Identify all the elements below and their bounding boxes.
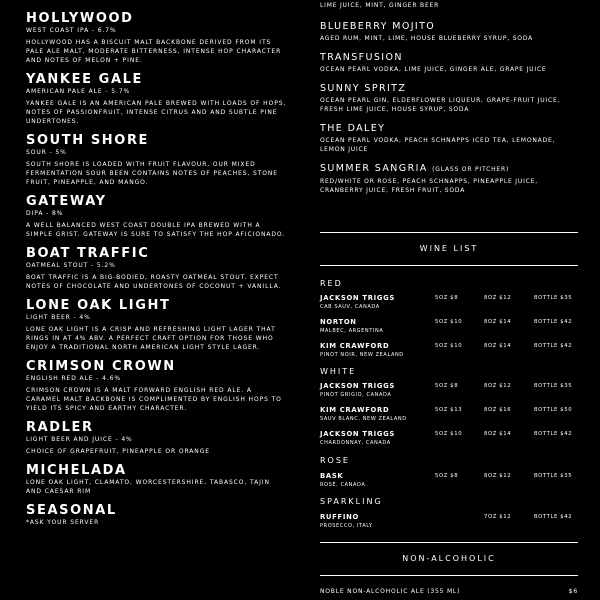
wine-region: ROSÉ, CANADA — [320, 482, 366, 488]
wine-name: JACKSON TRIGGS — [320, 382, 396, 390]
cocktail-description: AGED RUM, MINT, LIME, HOUSE BLUEBERRY SYRUP, SODA — [320, 35, 534, 42]
wine-region: SAUV BLANC, NEW ZEALAND — [320, 416, 407, 422]
wine-category-title: ROSE — [320, 456, 350, 465]
wine-name: KIM CRAWFORD — [320, 406, 390, 414]
beer-item — [26, 72, 288, 126]
beer-description: CRIMSON CROWN IS A MALT FORWARD ENGLISH RED ALE. A CARAMEL MALT BACKBONE IS COMPLIMENTED BY ENGLISH HOPS TO YIELD ITS SPICY AND EARTHY CHARACTER. — [26, 387, 282, 412]
divider — [320, 542, 578, 543]
price-5oz: 5OZ $10 — [435, 343, 463, 349]
wine-row — [320, 513, 578, 535]
wine-name: KIM CRAWFORD — [320, 342, 390, 350]
cocktail-description: LIME JUICE, MINT, GINGER BEER — [320, 2, 440, 9]
beer-style: WEST COAST IPA - 6.7% — [26, 27, 117, 34]
cocktail-name-text: SUMMER SANGRIA — [320, 163, 428, 174]
price-5oz: 5OZ $13 — [435, 407, 463, 413]
wine-region: CAB SAUV, CANADA — [320, 304, 380, 310]
price-8oz: 8OZ $14 — [484, 319, 512, 325]
wine-category-title: RED — [320, 279, 343, 288]
wine-row — [320, 382, 578, 404]
price-5oz: 5OZ $8 — [435, 383, 459, 389]
cocktail-name: THE DALEY — [320, 123, 386, 134]
beer-item — [26, 133, 288, 187]
cocktail-item — [320, 0, 578, 10]
wine-category-title: SPARKLING — [320, 497, 383, 506]
non-alcoholic-title: NON-ALCOHOLIC — [402, 554, 496, 563]
wine-name: BASK — [320, 472, 344, 480]
wine-name: NORTON — [320, 318, 357, 326]
beer-name: RADLER — [26, 420, 94, 435]
price-bottle: BOTTLE $50 — [534, 407, 573, 413]
beer-description: HOLLYWOOD HAS A BISCUIT MALT BACKBONE DERIVED FROM ITS PALE ALE MALT, MODERATE BITTERNESS, INTENSE HOP CHARACTER AND NOTES OF MELON + PINE. — [26, 39, 282, 64]
beer-style: OATMEAL STOUT - 5.2% — [26, 262, 116, 269]
beer-style: *ASK YOUR SERVER — [26, 519, 100, 526]
cocktail-item — [320, 162, 578, 195]
beer-item — [26, 246, 288, 291]
price-bottle: BOTTLE $42 — [534, 431, 573, 437]
price-8oz: 8OZ $12 — [484, 473, 512, 479]
price-bottle: BOTTLE $35 — [534, 383, 573, 389]
non-alcoholic-header — [320, 542, 578, 576]
beer-item — [26, 359, 288, 413]
wine-region: MALBEC, ARGENTINA — [320, 328, 384, 334]
price-8oz: 8OZ $16 — [484, 407, 512, 413]
divider — [320, 575, 578, 576]
wine-row — [320, 472, 578, 494]
cocktail-item — [320, 20, 578, 43]
beer-name: SOUTH SHORE — [26, 133, 150, 148]
cocktail-item — [320, 82, 578, 114]
price-8oz: 8OZ $14 — [484, 343, 512, 349]
beer-item — [26, 503, 288, 527]
non-alcoholic-name: NOBLE NON-ALCOHOLIC ALE (355 ML) — [320, 588, 461, 595]
price-5oz: 5OZ $8 — [435, 295, 459, 301]
beer-description: YANKEE GALE IS AN AMERICAN PALE BREWED WITH LOADS OF HOPS, NOTES OF PASSIONFRUIT, INTENSE CITRUS AND AND SUBTLE PINE UNDERTONES. — [26, 100, 287, 125]
menu-right-column — [320, 0, 578, 600]
price-bottle: BOTTLE $42 — [534, 319, 573, 325]
beer-name: CRIMSON CROWN — [26, 359, 176, 374]
wine-row — [320, 406, 578, 428]
wine-list-title: WINE LIST — [419, 244, 479, 253]
price-8oz: 8OZ $12 — [484, 295, 512, 301]
beer-item — [26, 420, 288, 456]
cocktail-item — [320, 51, 578, 74]
price-5oz: 5OZ $8 — [435, 473, 459, 479]
price-bottle: BOTTLE $35 — [534, 295, 573, 301]
beer-item — [26, 298, 288, 352]
price-5oz: 5OZ $10 — [435, 431, 463, 437]
beer-style: LIGHT BEER AND JUICE - 4% — [26, 436, 133, 443]
wine-row — [320, 342, 578, 364]
beer-intro-text — [26, 0, 288, 1]
cocktail-name: TRANSFUSION — [320, 52, 403, 63]
beer-item — [26, 463, 288, 496]
wine-row — [320, 318, 578, 340]
price-bottle: BOTTLE $42 — [534, 343, 573, 349]
wine-name: RUFFINO — [320, 513, 359, 521]
price-8oz: 8OZ $14 — [484, 431, 512, 437]
beer-name: BOAT TRAFFIC — [26, 246, 150, 261]
cocktail-description: OCEAN PEARL VODKA, LIME JUICE, GINGER ALE, GRAPE JUICE — [320, 66, 547, 73]
beer-description: BOAT TRAFFIC IS A BIG-BODIED, ROASTY OATMEAL STOUT. EXPECT NOTES OF CHOCOLATE AND UNDERTONES OF COCONUT + VANILLA. — [26, 274, 282, 290]
wine-region: PINOT NOIR, NEW ZEALAND — [320, 352, 404, 358]
price-8oz: 8OZ $12 — [484, 383, 512, 389]
wine-row — [320, 294, 578, 316]
non-alcoholic-item — [320, 588, 578, 595]
wine-category-title: WHITE — [320, 367, 357, 376]
cocktail-description: RED/WHITE OR ROSE, PEACH SCHNAPPS, PINEAPPLE JUICE, CRANBERRY JUICE, FRESH FRUIT, SODA — [320, 178, 538, 194]
beer-name: HOLLYWOOD — [26, 11, 134, 26]
beer-style: DIPA - 8% — [26, 210, 64, 217]
wine-row — [320, 430, 578, 452]
cocktail-serving-note: (GLASS OR PITCHER) — [432, 166, 510, 173]
beer-style: ENGLISH RED ALE - 4.6% — [26, 375, 122, 382]
wine-list-header — [320, 232, 578, 266]
beer-style: LIGHT BEER - 4% — [26, 314, 91, 321]
non-alcoholic-price: $6 — [568, 588, 578, 595]
cocktail-item — [320, 122, 578, 154]
price-7oz: 7OZ $12 — [484, 514, 512, 520]
beer-style: AMERICAN PALE ALE - 5.7% — [26, 88, 131, 95]
price-bottle: BOTTLE $35 — [534, 473, 573, 479]
beer-list — [26, 0, 288, 534]
divider — [320, 265, 578, 266]
cocktail-name: SUNNY SPRITZ — [320, 83, 407, 94]
cocktail-name — [320, 162, 578, 177]
beer-name: LONE OAK LIGHT — [26, 298, 171, 313]
beer-description: CHOICE OF GRAPEFRUIT, PINEAPPLE OR ORANGE — [26, 448, 210, 455]
wine-region: CHARDONNAY, CANADA — [320, 440, 391, 446]
beer-item — [26, 11, 288, 65]
beer-description: A WELL BALANCED WEST COAST DOUBLE IPA BREWED WITH A SIMPLE GRIST. GATEWAY IS SURE TO SATISFY THE HOP AFICIONADO. — [26, 222, 286, 238]
cocktail-description: OCEAN PEARL GIN, ELDERFLOWER LIQUEUR, GRAPE-FRUIT JUICE, FRESH LIME JUICE, HOUSE SYRUP, SODA — [320, 97, 561, 113]
wine-name: JACKSON TRIGGS — [320, 294, 396, 302]
price-bottle: BOTTLE $42 — [534, 514, 573, 520]
beer-description: LONE OAK LIGHT IS A CRISP AND REFRESHING LIGHT LAGER THAT RINGS IN AT 4% ABV. A PERFECT CRAFT OPTION FOR THOSE WHO ENJOY A TRADITIONAL NORTH AMERICAN LIGHT STYLE LAGER. — [26, 326, 276, 351]
wine-region: PINOT GRIGIO, CANADA — [320, 392, 392, 398]
wine-name: JACKSON TRIGGS — [320, 430, 396, 438]
beer-name: YANKEE GALE — [26, 72, 143, 87]
beer-item — [26, 194, 288, 239]
cocktail-description: OCEAN PEARL VODKA, PEACH SCHNAPPS ICED TEA, LEMONADE, LEMON JUICE — [320, 137, 556, 153]
cocktail-name: BLUEBERRY MOJITO — [320, 21, 436, 32]
beer-name: GATEWAY — [26, 194, 107, 209]
beer-style: LONE OAK LIGHT, CLAMATO, WORCESTERSHIRE, TABASCO, TAJIN AND CAESAR RIM — [26, 479, 270, 495]
beer-name: MICHELADA — [26, 463, 127, 478]
beer-name: SEASONAL — [26, 503, 117, 518]
price-5oz: 5OZ $10 — [435, 319, 463, 325]
wine-region: PROSECCO, ITALY — [320, 523, 373, 529]
divider — [320, 232, 578, 233]
beer-style: SOUR - 5% — [26, 149, 67, 156]
beer-description: SOUTH SHORE IS LOADED WITH FRUIT FLAVOUR, OUR MIXED FERMENTATION SOUR BEEN CONTAINS NOTES OF PEACHES, STONE FRUIT, PINEAPPLE, AND MANGO. — [26, 161, 278, 186]
